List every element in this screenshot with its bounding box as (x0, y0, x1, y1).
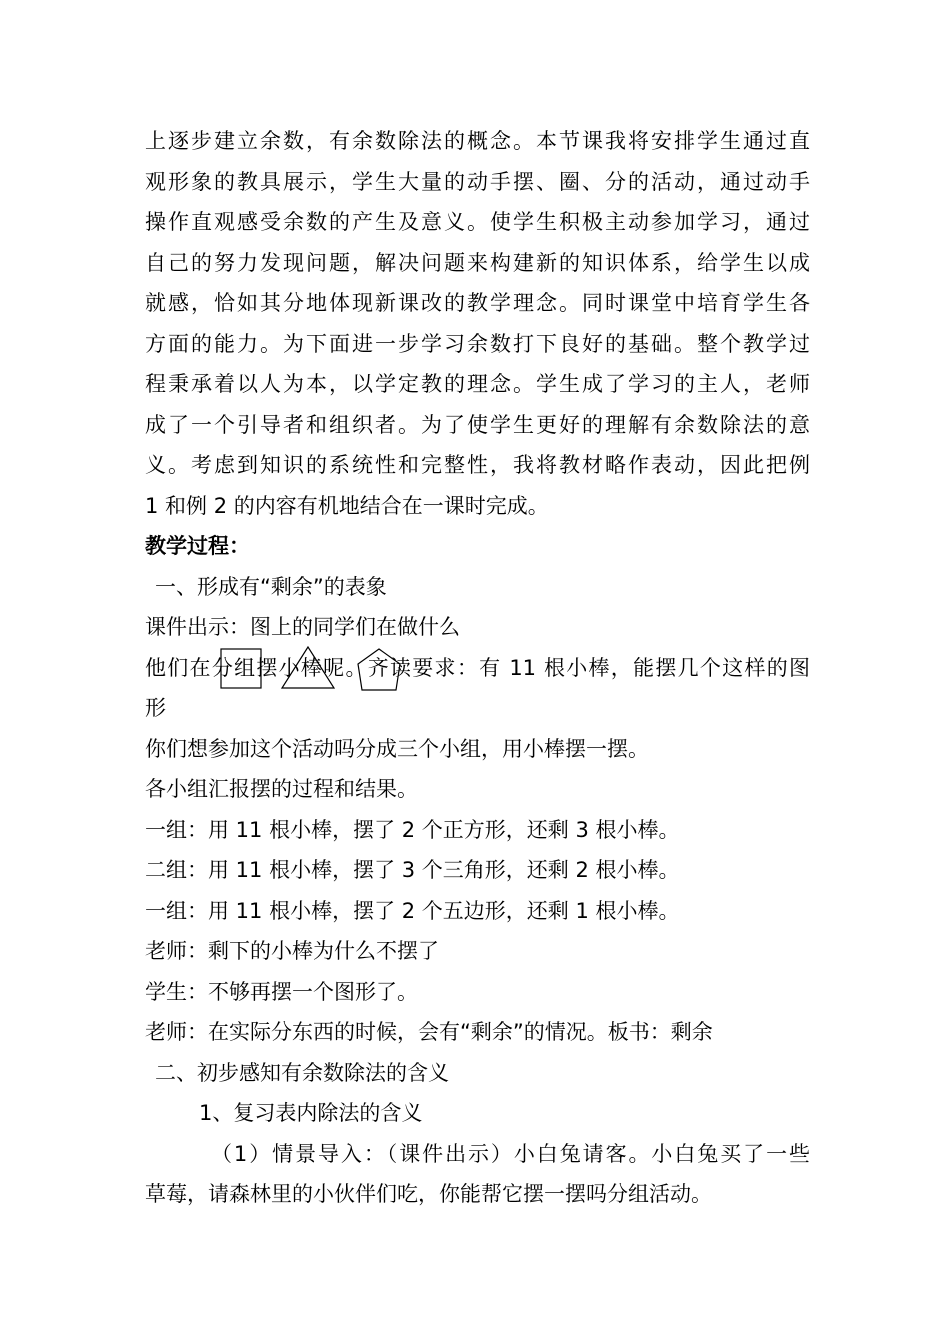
line-report: 各小组汇报摆的过程和结果。 (145, 777, 418, 801)
subsection1-title: 1、复习表内除法的含义 (199, 1101, 423, 1125)
subsection1-para-line1: （1）情景导入：（课件出示）小白兔请客。小白兔买了一些 (211, 1141, 810, 1166)
student-answer: 学生：不够再摆一个图形了。 (145, 979, 418, 1004)
para1-line: 观形象的教具展示，学生大量的动手摆、圈、分的活动，通过动手 (145, 169, 810, 194)
para1-line: 操作直观感受余数的产生及意义。使学生积极主动参加学习，通过 (145, 210, 810, 234)
section1-title: 一、形成有“剩余”的表象 (155, 574, 387, 599)
line-group-sticks: 他们在分组摆小棒呢。齐读要求：有 11 根小棒，能摆几个这样的图 (145, 655, 810, 680)
para1-line: 义。考虑到知识的系统性和完整性，我将教材略作表动，因此把例 (145, 453, 810, 477)
group-result: 二组：用 11 根小棒，摆了 3 个三角形，还剩 2 根小棒。 (145, 858, 680, 882)
para1-line: 方面的能力。为下面进一步学习余数打下良好的基础。整个教学过 (145, 331, 810, 356)
para1-last-line: 1 和例 2 的内容有机地结合在一课时完成。 (145, 493, 549, 518)
para1-line: 程秉承着以人为本，以学定教的理念。学生成了学习的主人，老师 (145, 372, 810, 396)
line-group-sticks-cont: 形 (145, 696, 166, 720)
para1-line: 上逐步建立余数，有余数除法的概念。本节课我将安排学生通过直 (145, 129, 810, 153)
teacher-question: 老师：剩下的小棒为什么不摆了 (145, 939, 439, 963)
line-courseware: 课件出示：图上的同学们在做什么 (145, 615, 460, 639)
heading-teaching-process: 教学过程： (145, 534, 250, 558)
document-body (145, 121, 810, 1215)
line-join-activity: 你们想参加这个活动吗分成三个小组，用小棒摆一摆。 (145, 736, 649, 761)
section2-title: 二、初步感知有余数除法的含义 (155, 1060, 449, 1085)
teacher-statement: 老师：在实际分东西的时候，会有“剩余”的情况。板书：剩余 (145, 1020, 713, 1044)
para1-line: 自己的努力发现问题，解决问题来构建新的知识体系，给学生以成 (145, 250, 810, 275)
para1-line: 就感，恰如其分地体现新课改的教学理念。同时课堂中培育学生各 (145, 291, 810, 315)
para1-line: 成了一个引导者和组织者。为了使学生更好的理解有余数除法的意 (145, 412, 810, 437)
group-result: 一组：用 11 根小棒，摆了 2 个五边形，还剩 1 根小棒。 (145, 898, 680, 923)
subsection1-para-line2: 草莓，请森林里的小伙伴们吃，你能帮它摆一摆吗分组活动。 (145, 1182, 712, 1206)
group-result: 一组：用 11 根小棒，摆了 2 个正方形，还剩 3 根小棒。 (145, 817, 680, 842)
